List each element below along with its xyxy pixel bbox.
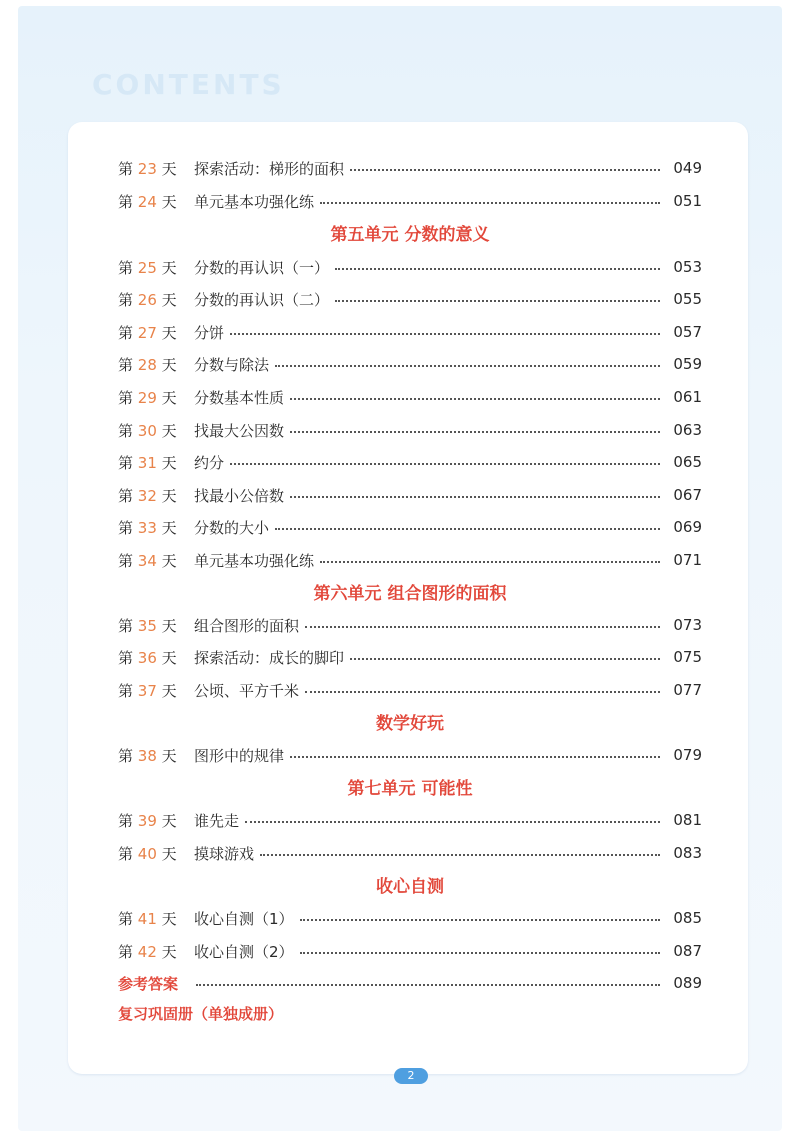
day-label: 第 23 天 <box>118 159 177 178</box>
toc-entry[interactable] <box>118 351 702 377</box>
toc-entry[interactable] <box>118 742 702 768</box>
dot-leader <box>300 919 660 921</box>
day-number: 28 <box>137 355 157 374</box>
dot-leader <box>305 691 660 693</box>
dot-leader <box>350 658 660 660</box>
toc-entry[interactable] <box>118 319 702 345</box>
dot-leader <box>275 365 660 367</box>
day-label: 第 40 天 <box>118 844 177 863</box>
toc-entry[interactable] <box>118 547 702 573</box>
entry-title: 约分 <box>194 453 225 472</box>
day-number: 35 <box>137 616 157 635</box>
unit-heading: 第七单元 可能性 <box>347 779 473 799</box>
day-label: 第 28 天 <box>118 355 177 374</box>
toc-entry[interactable] <box>118 449 702 475</box>
dot-leader <box>305 626 660 628</box>
entry-title: 收心自测（1） <box>194 909 294 928</box>
day-label: 第 30 天 <box>118 421 177 440</box>
page-number: 079 <box>673 746 702 764</box>
day-label: 第 35 天 <box>118 616 177 635</box>
unit-heading: 数学好玩 <box>376 714 444 734</box>
dot-leader <box>290 756 660 758</box>
entry-title: 分数的再认识（一） <box>194 258 330 277</box>
contents-watermark: CONTENTS <box>92 68 285 101</box>
day-number: 24 <box>137 192 157 211</box>
dot-leader <box>320 561 660 563</box>
entry-title: 分数与除法 <box>194 355 270 374</box>
entry-title: 谁先走 <box>194 811 240 830</box>
entry-title: 找最大公因数 <box>194 421 285 440</box>
day-number: 25 <box>137 258 157 277</box>
day-number: 26 <box>137 290 157 309</box>
day-label: 第 42 天 <box>118 942 177 961</box>
day-label: 第 34 天 <box>118 551 177 570</box>
toc-entry[interactable] <box>118 188 702 214</box>
dot-leader <box>350 169 660 171</box>
toc-entry[interactable] <box>118 938 702 964</box>
day-number: 30 <box>137 421 157 440</box>
page-number: 089 <box>673 974 702 992</box>
dot-leader <box>245 821 660 823</box>
day-label: 第 37 天 <box>118 681 177 700</box>
dot-leader <box>335 300 660 302</box>
entry-title: 分数的大小 <box>194 518 270 537</box>
page-number: 077 <box>673 681 702 699</box>
page-number: 083 <box>673 844 702 862</box>
toc-entry[interactable] <box>118 840 702 866</box>
day-label: 第 36 天 <box>118 648 177 667</box>
day-number: 39 <box>137 811 157 830</box>
toc-entry[interactable] <box>118 384 702 410</box>
page-number: 075 <box>673 648 702 666</box>
day-number: 38 <box>137 746 157 765</box>
day-number: 33 <box>137 518 157 537</box>
entry-title: 收心自测（2） <box>194 942 294 961</box>
day-label: 第 26 天 <box>118 290 177 309</box>
dot-leader <box>290 431 660 433</box>
toc-entry[interactable] <box>118 482 702 508</box>
entry-title: 分饼 <box>194 323 225 342</box>
entry-title: 摸球游戏 <box>194 844 255 863</box>
page-number: 071 <box>673 551 702 569</box>
day-label: 第 32 天 <box>118 486 177 505</box>
day-label: 第 29 天 <box>118 388 177 407</box>
toc-entry[interactable] <box>118 254 702 280</box>
dot-leader <box>335 268 660 270</box>
toc-entry[interactable] <box>118 514 702 540</box>
page-number: 069 <box>673 518 702 536</box>
unit-heading: 第五单元 分数的意义 <box>330 225 490 245</box>
review-booklet-title: 复习巩固册（单独成册） <box>118 1005 284 1023</box>
unit-heading: 收心自测 <box>376 877 444 897</box>
page-number: 051 <box>673 192 702 210</box>
page-number-badge: 2 <box>394 1068 428 1084</box>
day-number: 23 <box>137 159 157 178</box>
toc-entry[interactable] <box>118 644 702 670</box>
answers-entry[interactable] <box>118 970 702 996</box>
entry-title: 公顷、平方千米 <box>194 681 300 700</box>
day-label: 第 31 天 <box>118 453 177 472</box>
day-label: 第 38 天 <box>118 746 177 765</box>
toc-entry[interactable] <box>118 677 702 703</box>
page-number: 063 <box>673 421 702 439</box>
page-number: 085 <box>673 909 702 927</box>
entry-title: 分数基本性质 <box>194 388 285 407</box>
dot-leader <box>290 496 660 498</box>
answers-title: 参考答案 <box>118 974 179 993</box>
page-number: 061 <box>673 388 702 406</box>
page-number: 067 <box>673 486 702 504</box>
unit-heading: 第六单元 组合图形的面积 <box>313 584 507 604</box>
dot-leader <box>300 952 660 954</box>
entry-title: 单元基本功强化练 <box>194 192 315 211</box>
day-number: 31 <box>137 453 157 472</box>
day-number: 42 <box>137 942 157 961</box>
entry-title: 单元基本功强化练 <box>194 551 315 570</box>
toc-entry[interactable] <box>118 905 702 931</box>
entry-title: 图形中的规律 <box>194 746 285 765</box>
day-number: 41 <box>137 909 157 928</box>
page-number: 081 <box>673 811 702 829</box>
day-number: 37 <box>137 681 157 700</box>
day-number: 27 <box>137 323 157 342</box>
entry-title: 分数的再认识（二） <box>194 290 330 309</box>
dot-leader <box>320 202 660 204</box>
day-number: 36 <box>137 648 157 667</box>
dot-leader <box>290 398 660 400</box>
day-label: 第 27 天 <box>118 323 177 342</box>
toc-entry[interactable] <box>118 286 702 312</box>
day-number: 34 <box>137 551 157 570</box>
day-label: 第 25 天 <box>118 258 177 277</box>
entry-title: 探索活动：成长的脚印 <box>194 648 345 667</box>
day-label: 第 39 天 <box>118 811 177 830</box>
day-label: 第 41 天 <box>118 909 177 928</box>
day-number: 40 <box>137 844 157 863</box>
entry-title: 找最小公倍数 <box>194 486 285 505</box>
page-number: 059 <box>673 355 702 373</box>
toc-entry[interactable] <box>118 155 702 181</box>
page-number: 057 <box>673 323 702 341</box>
page-number: 055 <box>673 290 702 308</box>
day-number: 32 <box>137 486 157 505</box>
page-number: 065 <box>673 453 702 471</box>
toc-entry[interactable] <box>118 612 702 638</box>
dot-leader <box>260 854 660 856</box>
page-number: 053 <box>673 258 702 276</box>
dot-leader <box>230 463 660 465</box>
page-number: 087 <box>673 942 702 960</box>
entry-title: 组合图形的面积 <box>194 616 300 635</box>
page-number: 073 <box>673 616 702 634</box>
dot-leader <box>230 333 660 335</box>
day-label: 第 33 天 <box>118 518 177 537</box>
day-number: 29 <box>137 388 157 407</box>
day-label: 第 24 天 <box>118 192 177 211</box>
page-number: 049 <box>673 159 702 177</box>
toc-entry[interactable] <box>118 417 702 443</box>
dot-leader <box>196 984 660 986</box>
dot-leader <box>275 528 660 530</box>
entry-title: 探索活动：梯形的面积 <box>194 159 345 178</box>
toc-entry[interactable] <box>118 807 702 833</box>
